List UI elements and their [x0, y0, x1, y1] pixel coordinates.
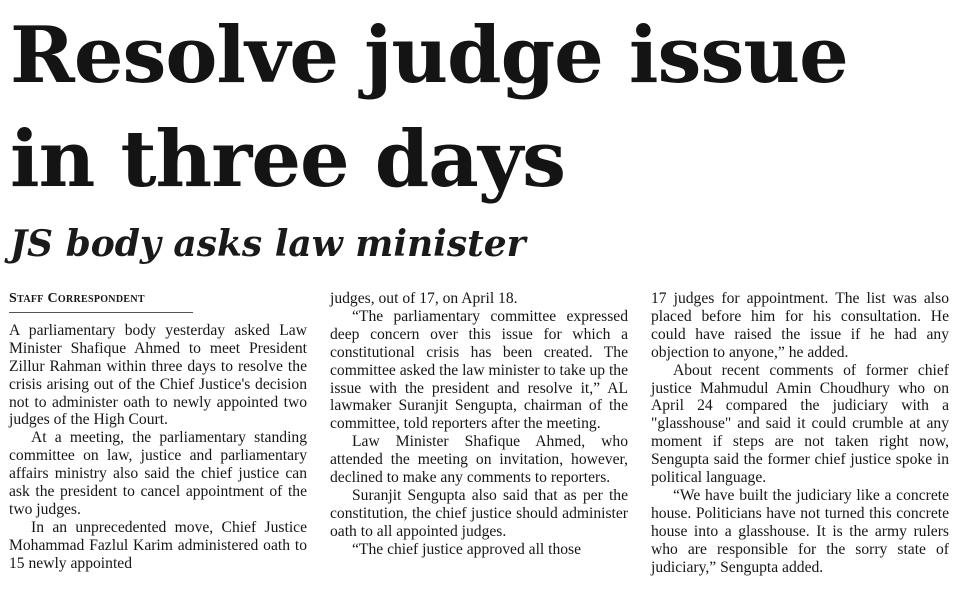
subheadline: JS body asks law minister [10, 223, 526, 265]
article-paragraph: 17 judges for appointment. The list was also placed before him for his consultation. He could have raised the issue if he had any objection to anyone,” he added. [651, 290, 949, 361]
article-paragraph: About recent comments of former chief justice Mahmudul Amin Choudhury who on April 24 compared the judiciary with a "glasshouse" and said it could crumble at any moment if steps are not taken right now, Sengupta said the former chief justice spoke in political language. [651, 361, 949, 487]
article-paragraph: A parliamentary body yesterday asked Law Minister Shafique Ahmed to meet President Zillur Rahman within three days to resolve the crisis arising out of the Chief Justice's decision not to administer oath to newly appointed two judges of the High Court. [9, 321, 307, 429]
article-paragraph: In an unprecedented move, Chief Justice Mohammad Fazlul Karim administered oath to 15 newly appointed [9, 518, 307, 572]
article-paragraph: At a meeting, the parliamentary standing committee on law, justice and parliamentary affairs ministry also said the chief justice can ask the president to cancel appointment of the two judges. [9, 429, 307, 518]
article-column-1 [9, 290, 307, 573]
article-column-2 [330, 290, 628, 559]
article-paragraph: Suranjit Sengupta also said that as per the constitution, the chief justice should administer oath to all appointed judges. [330, 486, 628, 540]
article-column-3 [651, 290, 949, 577]
article-paragraph: “The parliamentary committee expressed deep concern over this issue for which a constitutional crisis has been created. The committee asked the law minister to take up the issue with the president and resolve it,” AL lawmaker Suranjit Sengupta, chairman of the committee, told reporters after the meeting. [330, 307, 628, 433]
article-paragraph: “The chief justice approved all those [352, 540, 582, 558]
article-paragraph: “We have built the judiciary like a concrete house. Politicians have not turned this concrete house into a glasshouse. It is the army rulers who are responsible for the sorry state of judiciary,” Sengupta added. [651, 486, 949, 576]
article-paragraph: judges, out of 17, on April 18. [330, 290, 518, 307]
article-paragraph: Law Minister Shafique Ahmed, who attended the meeting on invitation, however, declined to make any comments to reporters. [330, 433, 628, 487]
headline: Resolve judge issue in three days [10, 10, 848, 205]
byline: Staff Correspondent [9, 290, 193, 313]
